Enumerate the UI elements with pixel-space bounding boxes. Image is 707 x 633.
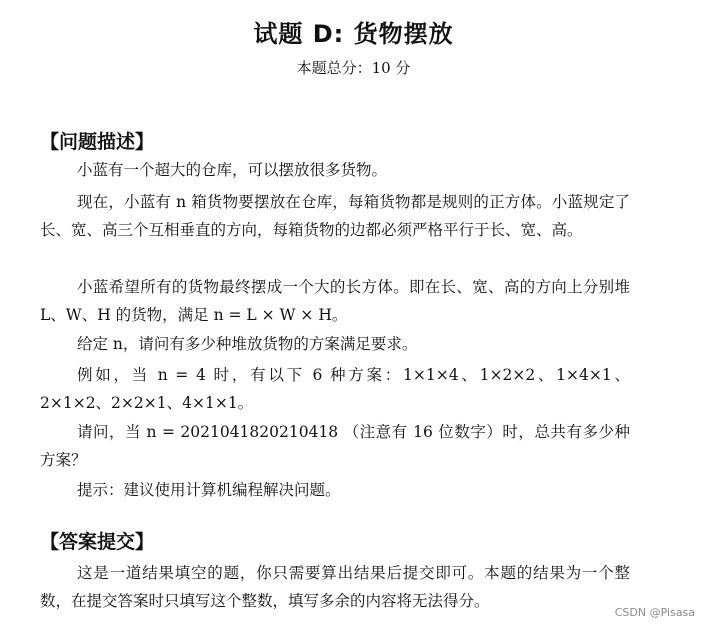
paragraph-example: 例如，当 n = 4 时，有以下 6 种方案：1×1×4、1×2×2、1×4×1、2×1×2、2×2×1、4×1×1。 bbox=[40, 366, 630, 412]
paragraph-hint: 提示：建议使用计算机编程解决问题。 bbox=[77, 481, 341, 499]
watermark: CSDN @Pisasa bbox=[614, 606, 695, 619]
paragraph-answer-instructions: 这是一道结果填空的题，你只需要算出结果后提交即可。本题的结果为一个整数，在提交答案时只填写这个整数，填写多余的内容将无法得分。 bbox=[40, 564, 630, 610]
paragraph-warehouse: 小蓝有一个超大的仓库，可以摆放很多货物。 bbox=[77, 161, 388, 179]
problem-description-heading: 【问题描述】 bbox=[40, 131, 155, 153]
answer-submission-heading: 【答案提交】 bbox=[40, 531, 155, 553]
paragraph-question: 给定 n，请问有多少种堆放货物的方案满足要求。 bbox=[77, 335, 418, 353]
paragraph-target-n: 请问，当 n = 2021041820210418 （注意有 16 位数字）时，总共有多少种方案？ bbox=[40, 423, 630, 469]
score-line: 本题总分：10 分 bbox=[296, 59, 411, 77]
paragraph-cuboid: 小蓝希望所有的货物最终摆成一个大的长方体。即在长、宽、高的方向上分别堆 L、W、H 的货物，满足 n = L × W × H。 bbox=[40, 278, 630, 324]
paragraph-boxes: 现在，小蓝有 n 箱货物要摆放在仓库，每箱货物都是规则的正方体。小蓝规定了长、宽、高三个互相垂直的方向，每箱货物的边都必须严格平行于长、宽、高。 bbox=[40, 193, 630, 239]
page-title: 试题 D: 货物摆放 bbox=[253, 20, 454, 48]
